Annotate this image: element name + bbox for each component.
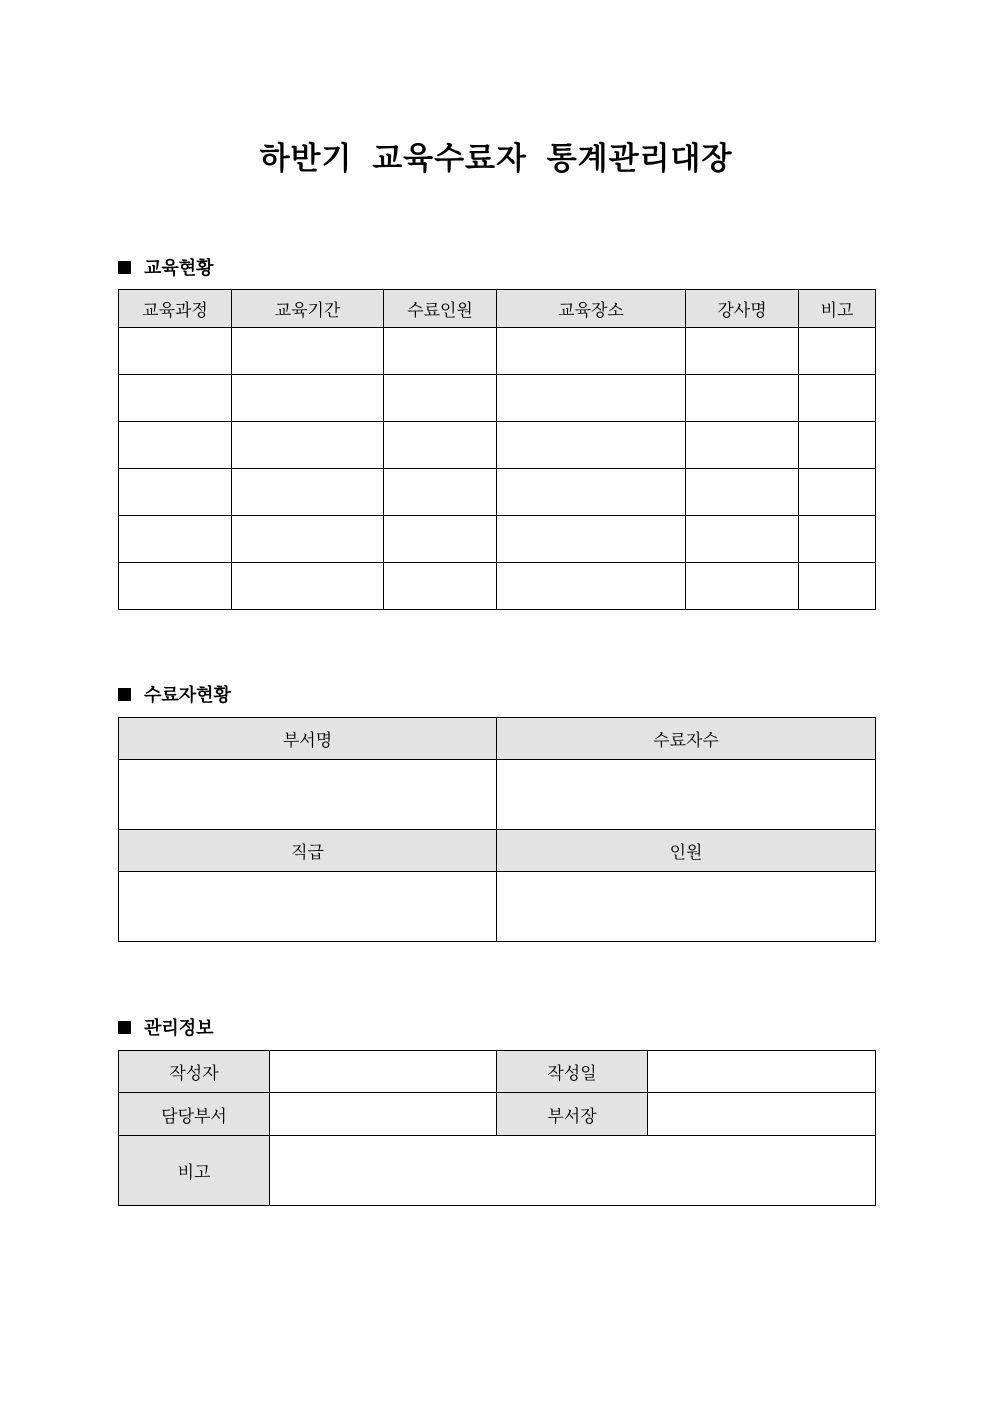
education-status-heading bbox=[118, 254, 214, 280]
date-label: 작성일 bbox=[497, 1051, 648, 1093]
headcount-label: 인원 bbox=[497, 830, 876, 872]
education-status-table bbox=[118, 289, 876, 610]
graduate-count-field[interactable] bbox=[497, 760, 876, 830]
table-cell[interactable] bbox=[686, 516, 799, 563]
table-cell[interactable] bbox=[119, 563, 232, 610]
department-label: 담당부서 bbox=[119, 1093, 270, 1136]
table-cell[interactable] bbox=[232, 469, 384, 516]
table-cell[interactable] bbox=[497, 328, 686, 375]
column-header-period: 교육기간 bbox=[232, 290, 384, 328]
table-cell[interactable] bbox=[232, 516, 384, 563]
column-header-completion-count: 수료인원 bbox=[384, 290, 497, 328]
dept-head-label: 부서장 bbox=[497, 1093, 648, 1136]
table-cell[interactable] bbox=[799, 422, 876, 469]
table-cell[interactable] bbox=[497, 422, 686, 469]
table-cell[interactable] bbox=[384, 422, 497, 469]
graduate-status-table bbox=[118, 717, 876, 942]
table-cell[interactable] bbox=[119, 328, 232, 375]
table-cell[interactable] bbox=[686, 375, 799, 422]
table-cell[interactable] bbox=[119, 469, 232, 516]
table-cell[interactable] bbox=[686, 328, 799, 375]
column-header-course: 교육과정 bbox=[119, 290, 232, 328]
table-cell[interactable] bbox=[232, 375, 384, 422]
table-cell[interactable] bbox=[686, 469, 799, 516]
table-header-row bbox=[119, 830, 876, 872]
table-cell[interactable] bbox=[384, 328, 497, 375]
education-status-heading-label: 교육현황 bbox=[144, 258, 214, 279]
table-row bbox=[119, 1051, 876, 1093]
management-info-heading-label: 관리정보 bbox=[144, 1018, 214, 1039]
column-header-location: 교육장소 bbox=[497, 290, 686, 328]
table-cell[interactable] bbox=[799, 563, 876, 610]
table-header-row bbox=[119, 290, 876, 328]
table-cell[interactable] bbox=[232, 328, 384, 375]
table-header-row bbox=[119, 718, 876, 760]
table-cell[interactable] bbox=[497, 375, 686, 422]
graduate-status-heading bbox=[118, 681, 231, 707]
headcount-field[interactable] bbox=[497, 872, 876, 942]
table-cell[interactable] bbox=[119, 375, 232, 422]
table-row bbox=[119, 328, 876, 375]
table-cell[interactable] bbox=[799, 375, 876, 422]
table-row bbox=[119, 375, 876, 422]
table-row bbox=[119, 563, 876, 610]
dept-name-label: 부서명 bbox=[119, 718, 497, 760]
table-cell[interactable] bbox=[232, 563, 384, 610]
table-cell[interactable] bbox=[384, 375, 497, 422]
table-cell[interactable] bbox=[799, 516, 876, 563]
rank-label: 직급 bbox=[119, 830, 497, 872]
square-bullet-icon bbox=[118, 688, 131, 701]
remarks-field[interactable] bbox=[270, 1136, 876, 1206]
square-bullet-icon bbox=[118, 261, 131, 274]
table-row bbox=[119, 1093, 876, 1136]
table-cell[interactable] bbox=[497, 563, 686, 610]
management-info-table bbox=[118, 1050, 876, 1206]
graduate-count-label: 수료자수 bbox=[497, 718, 876, 760]
author-label: 작성자 bbox=[119, 1051, 270, 1093]
table-row bbox=[119, 760, 876, 830]
table-cell[interactable] bbox=[497, 469, 686, 516]
table-cell[interactable] bbox=[799, 328, 876, 375]
table-cell[interactable] bbox=[497, 516, 686, 563]
dept-name-field[interactable] bbox=[119, 760, 497, 830]
dept-head-field[interactable] bbox=[648, 1093, 876, 1136]
date-field[interactable] bbox=[648, 1051, 876, 1093]
table-row bbox=[119, 469, 876, 516]
graduate-status-heading-label: 수료자현황 bbox=[144, 685, 231, 706]
column-header-remarks: 비고 bbox=[799, 290, 876, 328]
table-cell[interactable] bbox=[232, 422, 384, 469]
table-row bbox=[119, 422, 876, 469]
table-cell[interactable] bbox=[799, 469, 876, 516]
table-cell[interactable] bbox=[119, 422, 232, 469]
column-header-instructor: 강사명 bbox=[686, 290, 799, 328]
table-cell[interactable] bbox=[686, 563, 799, 610]
department-field[interactable] bbox=[270, 1093, 497, 1136]
table-row bbox=[119, 1136, 876, 1206]
management-info-heading bbox=[118, 1014, 214, 1040]
table-cell[interactable] bbox=[119, 516, 232, 563]
table-cell[interactable] bbox=[384, 516, 497, 563]
table-cell[interactable] bbox=[384, 469, 497, 516]
square-bullet-icon bbox=[118, 1021, 131, 1034]
page-title: 하반기 교육수료자 통계관리대장 bbox=[259, 141, 733, 177]
rank-field[interactable] bbox=[119, 872, 497, 942]
remarks-label: 비고 bbox=[119, 1136, 270, 1206]
author-field[interactable] bbox=[270, 1051, 497, 1093]
table-row bbox=[119, 872, 876, 942]
table-cell[interactable] bbox=[384, 563, 497, 610]
table-row bbox=[119, 516, 876, 563]
table-cell[interactable] bbox=[686, 422, 799, 469]
